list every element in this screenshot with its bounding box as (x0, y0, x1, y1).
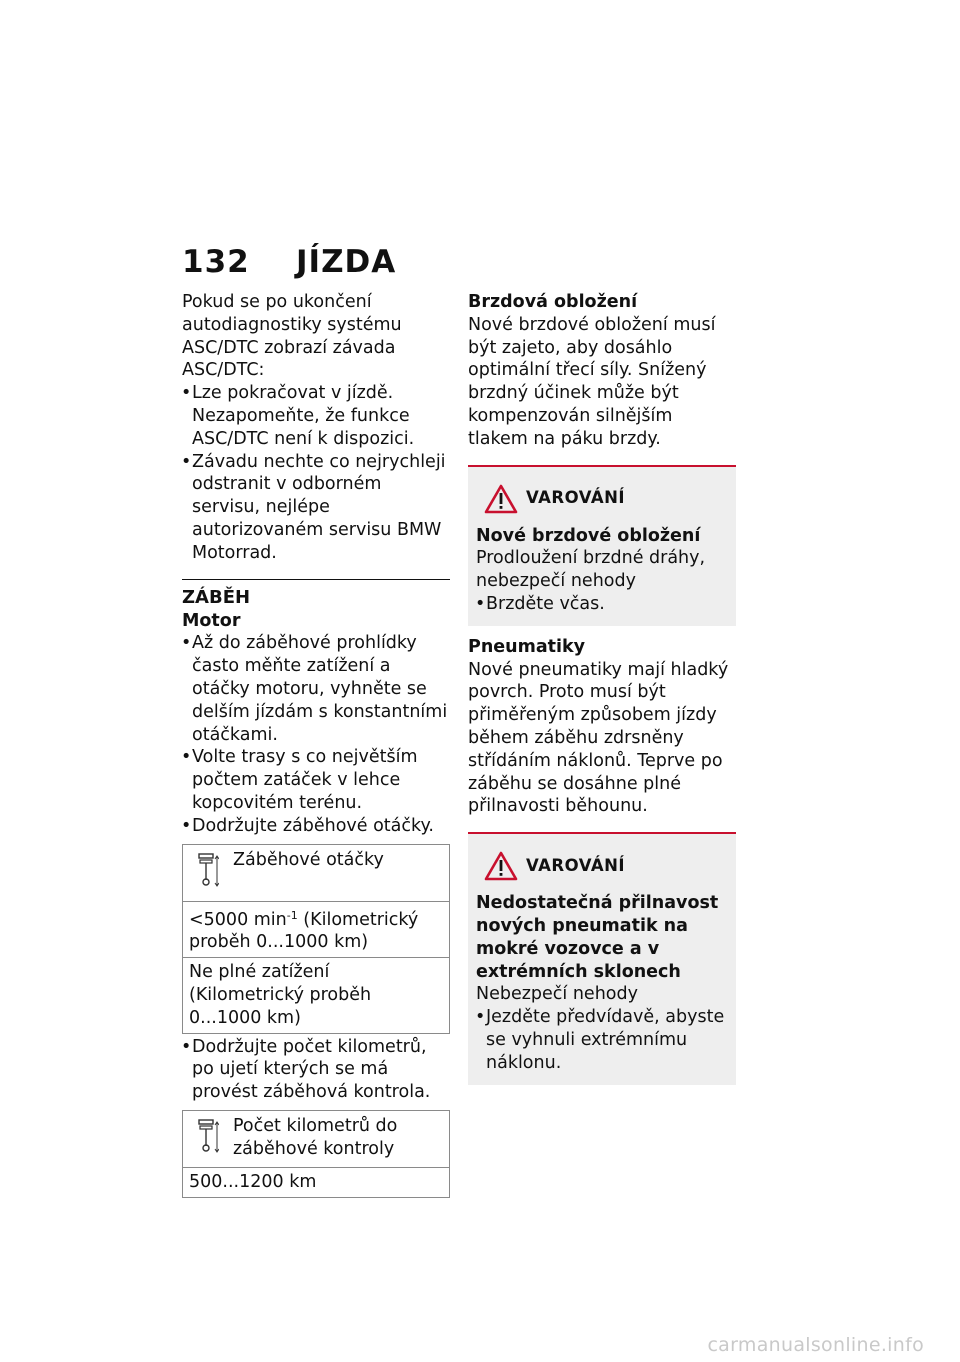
intro-bullet-list (182, 382, 450, 564)
tyre-heading: Pneumatiky (468, 636, 586, 657)
spec-label: Počet kilometrů do záběhové kontroly (233, 1115, 398, 1159)
spec-unit-exponent: -1 (286, 908, 298, 922)
tyre-text: Nové pneumatiky mají hladký povrch. Proto musí být přiměřeným způsobem jízdy během záběhu zdrsněny střídáním náklonů. Teprve po záběhu se dosáhne plné přilnavosti běhounu. (468, 659, 729, 817)
brake-heading: Brzdová obložení (468, 292, 638, 312)
watermark: carmanualsonline.info (707, 1334, 924, 1356)
section-title: ZÁBĚH (182, 586, 251, 608)
left-column (182, 291, 450, 1200)
spec-header (183, 845, 449, 902)
spec-header (183, 1111, 449, 1168)
motor-bullet-list (182, 632, 450, 837)
engine-piston-icon (183, 845, 227, 901)
section-divider (182, 579, 450, 610)
spec-value: <5000 min (189, 909, 287, 930)
list-item: • Lze pokračovat v jízdě. Nezapomeňte, že funkce ASC/DTC není k dispozici. (182, 382, 450, 450)
engine-piston-icon (183, 1111, 227, 1167)
warning-header (476, 844, 728, 888)
list-item: • Až do záběhové prohlídky často měňte zatížení a otáčky motoru, vyhněte se delším jízdám s konstantními otáčkami. (182, 632, 450, 746)
spec-row (183, 902, 449, 959)
spec-row: Ne plné zatížení (Kilometrický proběh 0...1000 km) (189, 962, 372, 1028)
spec-table-km (182, 1110, 450, 1198)
warning-text: Nebezpečí nehody (476, 984, 638, 1005)
list-item: • Jezděte předvídavě, abyste se vyhnuli extrémnímu náklonu. (476, 1006, 728, 1074)
right-column (468, 291, 736, 1085)
spec-row: 500...1200 km (189, 1171, 317, 1192)
spec-table-rpm (182, 844, 450, 1034)
warning-text: Prodloužení brzdné dráhy, nebezpečí nehody (476, 548, 706, 592)
spec-value-note: (Kilometrický proběh 0...1000 km) (189, 909, 419, 953)
page-header (182, 244, 396, 280)
list-item: • Dodržujte počet kilometrů, po ujetí kterých se má provést záběhová kontrola. (182, 1036, 450, 1104)
list-item: • Závadu nechte co nejrychleji odstranit v odborném servisu, nejlépe autorizovaném servisu BMW Motorrad. (182, 451, 450, 565)
warning-box-tyres (468, 832, 736, 1084)
list-item: • Brzděte včas. (476, 593, 728, 616)
warning-triangle-icon (484, 851, 518, 881)
intro-text: Pokud se po ukončení autodiagnostiky systému ASC/DTC zobrazí závada ASC/DTC: (182, 292, 402, 381)
page-title: JÍZDA (296, 244, 397, 280)
spec-label: Záběhové otáčky (233, 849, 384, 870)
page-number: 132 (182, 244, 250, 280)
warning-bullet-list (476, 593, 728, 616)
brake-text: Nové brzdové obložení musí být zajeto, aby dosáhlo optimální třecí síly. Snížený brzdný účinek může být kompenzován silnějším tlakem na páku brzdy. (468, 314, 716, 449)
warning-subtitle: Nedostatečná přilnavost nových pneumatik na mokré vozovce a v extrémních sklonech (476, 893, 719, 982)
list-item: • Dodržujte záběhové otáčky. (182, 815, 450, 838)
km-bullet-list (182, 1036, 450, 1104)
warning-bullet-list (476, 1006, 728, 1074)
warning-triangle-icon (484, 484, 518, 514)
warning-subtitle: Nové brzdové obložení (476, 525, 701, 546)
warning-header (476, 477, 728, 521)
list-item: • Volte trasy s co největším počtem zatáček v lehce kopcovitém terénu. (182, 746, 450, 814)
warning-title: VAROVÁNÍ (526, 855, 626, 875)
warning-title: VAROVÁNÍ (526, 488, 626, 508)
warning-box-brakes (468, 465, 736, 626)
motor-heading: Motor (182, 610, 241, 631)
